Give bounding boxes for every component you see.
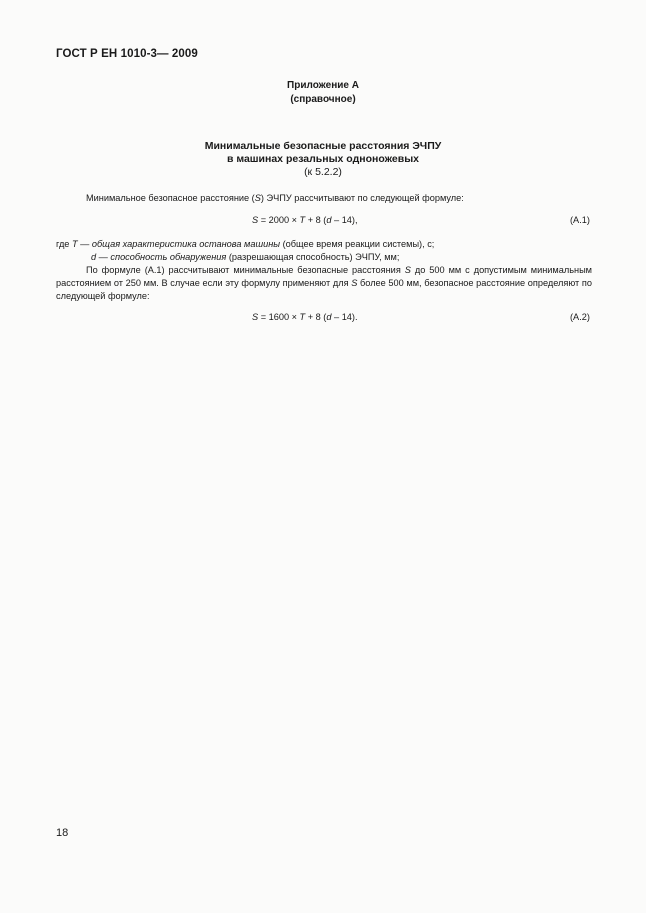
section-title-line2: в машинах резальных одноножевых [226,153,420,165]
where-t-definition: где T — общая характеристика останова машины (общее время реакции системы), с; [56,239,435,249]
page-number: 18 [56,827,69,839]
annex-subtitle: (справочное) [290,94,356,105]
formula-a2-number: (А.2) [570,312,590,322]
formula-a2: S = 1600 × T + 8 (d – 14). [252,312,358,322]
section-title-line1: Минимальные безопасные расстояния ЭЧПУ [204,140,442,152]
document-header: ГОСТ Р ЕН 1010-3— 2009 [56,48,198,60]
formula-a1-number: (А.1) [570,215,590,225]
formula-a1: S = 2000 × T + 8 (d – 14), [252,215,358,225]
formula-application-paragraph: По формуле (А.1) рассчитывают минимальные безопасные расстояния S до 500 мм с допустимым минимальным расстоянием от 250 мм. В случае если эту формулу применяют для S более 500 мм, безопасное расстояние определяют по следующей формуле: [56,265,592,301]
section-reference: (к 5.2.2) [304,166,342,178]
annex-title: Приложение А [287,80,359,91]
where-d-definition: d — способность обнаружения (разрешающая способность) ЭЧПУ, мм; [91,252,400,262]
intro-paragraph: Минимальное безопасное расстояние (S) ЭЧПУ рассчитывают по следующей формуле: [86,193,464,203]
